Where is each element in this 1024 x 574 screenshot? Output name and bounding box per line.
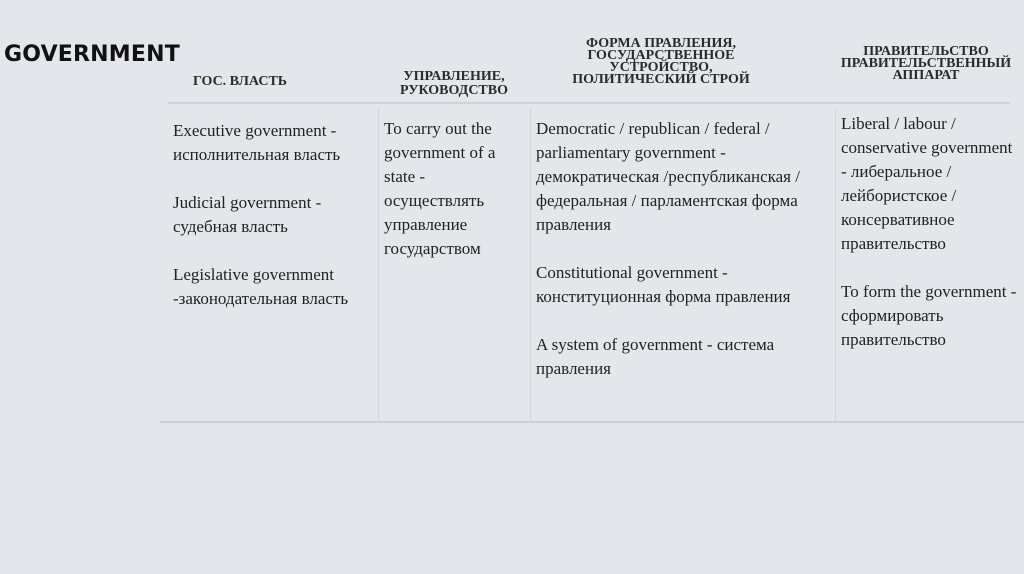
header-line: УСТРОЙСТВО,	[609, 60, 713, 75]
table-cell-cabinet	[841, 112, 1021, 352]
header-line: ПРАВИТЕЛЬСТВО	[863, 44, 989, 59]
cell-paragraph: Liberal / labour / conservative government - либеральное / лейбористское / консервативное правительство	[841, 114, 1013, 253]
cell-paragraph: To carry out the government of a state - осуществлять управление государством	[384, 119, 496, 258]
header-line: ПОЛИТИЧЕСКИЙ СТРОЙ	[572, 72, 750, 87]
table-cell-management	[384, 117, 524, 261]
header-line: РУКОВОДСТВО	[399, 83, 508, 98]
column-header-form-of-government	[530, 38, 792, 86]
cell-paragraph: Democratic / republican / federal / parliamentary government - демократическая /республиканская / федеральная / парламентская форма правления	[536, 119, 800, 234]
column-divider	[378, 108, 379, 422]
header-line: УПРАВЛЕНИЕ,	[403, 69, 505, 84]
column-divider	[835, 108, 836, 422]
cell-paragraph: A system of government - система правления	[536, 335, 775, 378]
column-header-state-power	[165, 76, 315, 88]
header-divider	[168, 102, 1010, 104]
column-divider	[530, 108, 531, 422]
header-line: АППАРАТ	[892, 68, 960, 83]
cell-paragraph: Executive government - исполнительная власть	[173, 121, 341, 164]
header-line: ГОС. ВЛАСТЬ	[192, 74, 288, 89]
header-line: ФОРМА ПРАВЛЕНИЯ,	[586, 36, 736, 51]
header-line: ПРАВИТЕЛЬСТВЕННЫЙ	[840, 56, 1012, 71]
cell-paragraph: To form the government - сформировать правительство	[841, 282, 1017, 349]
header-line: ГОСУДАРСТВЕННОЕ	[587, 48, 735, 63]
cell-paragraph: Legislative government -законодательная власть	[173, 265, 349, 308]
table-bottom-divider	[160, 421, 1024, 423]
table-cell-form-of-government	[536, 117, 826, 381]
slide-title: GOVERNMENT	[4, 42, 180, 67]
cell-paragraph: Constitutional government - конституционная форма правления	[536, 263, 791, 306]
table-cell-state-power	[173, 119, 373, 311]
column-header-cabinet	[820, 46, 1024, 82]
column-header-management	[378, 70, 530, 98]
cell-paragraph: Judicial government - судебная власть	[173, 193, 322, 236]
